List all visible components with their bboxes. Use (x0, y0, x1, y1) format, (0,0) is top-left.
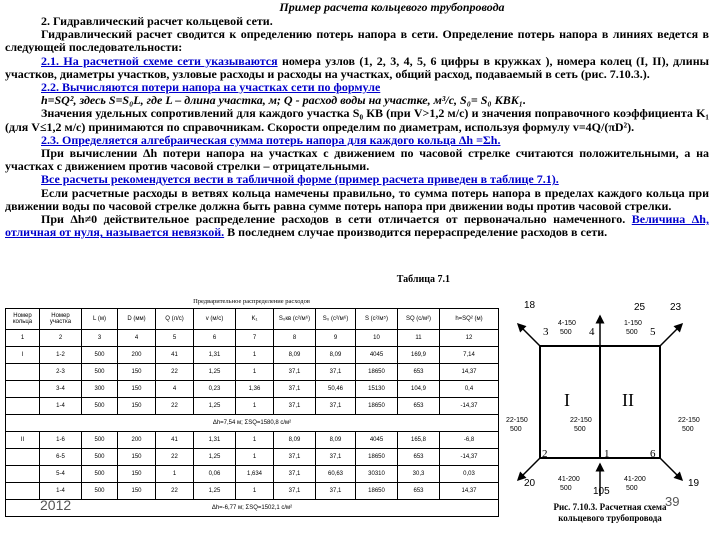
pipe-3-4-length: 500 (560, 329, 572, 336)
table-row (6, 432, 499, 449)
outflow-arrow-6 (660, 458, 682, 480)
table-cell: 8 (274, 330, 316, 347)
table-cell: 37,1 (274, 364, 316, 381)
table-row (6, 483, 499, 500)
table-cell: 37,1 (316, 483, 356, 500)
paragraph-balance: Если расчетные расходы в ветвях кольца намечены правильно, то сумма потерь напора в пределах каждого кольца при движении воды по часовой стрелке должна быть равна сумме потерь напора при движении воды против часовой стрелки. (5, 185, 709, 213)
table-cell: 6 (194, 330, 236, 347)
table-cell: 50,46 (316, 381, 356, 398)
outflow-node-3: 18 (524, 300, 536, 311)
section-2-1-text: номера узлов (1, 2, 3, 4, 5, 6 цифры в кружках ), номера колец (I, II), длины участков, диаметры участков, узловые расходы и расходы на участках, общий расход, подаваемый в сеть (рис. 7.10.3.). (5, 53, 709, 81)
table-cell: 150 (118, 449, 156, 466)
table-cell: 300 (82, 381, 118, 398)
ring-2-label: II (622, 390, 634, 410)
table-cell: 8,09 (316, 432, 356, 449)
table-cell: 4 (118, 330, 156, 347)
outflow-arrow-2 (518, 458, 540, 480)
table-cell: 4045 (356, 347, 398, 364)
pipe-5-6-length: 500 (682, 426, 694, 433)
table-cell: 12 (440, 330, 499, 347)
table-cell (6, 449, 40, 466)
figure-caption-line2: кольцевого трубопровода (558, 513, 662, 523)
table-cell: 8,09 (274, 347, 316, 364)
table-cell: 150 (118, 398, 156, 415)
table-cell: 15130 (356, 381, 398, 398)
table-cell: 500 (82, 449, 118, 466)
pipe-2-3-spec: 22-150 (506, 417, 528, 424)
table-cell: 653 (398, 398, 440, 415)
table-header-cell: S₀ (с²/м⁶) (316, 309, 356, 330)
table-header-cell: Номер участка (40, 309, 82, 330)
table-cell (6, 483, 40, 500)
table-cell: 37,1 (274, 381, 316, 398)
section-2-3: 2.3. Определяется алгебраическая сумма потерь напора для каждого кольца Δh =Σh. (41, 132, 501, 147)
table-cell: II (6, 432, 40, 449)
table-row (6, 381, 499, 398)
table-cell (6, 364, 40, 381)
outflow-node-4: 25 (634, 302, 646, 313)
table-cell: 22 (156, 483, 194, 500)
table-cell: -14,37 (440, 398, 499, 415)
table-cell: 165,8 (398, 432, 440, 449)
table-cell: I (6, 347, 40, 364)
table-cell (6, 398, 40, 415)
figure-caption-line1: Рис. 7.10.3. Расчетная схема (553, 502, 667, 512)
table-cell: 22 (156, 364, 194, 381)
table-cell: 37,1 (274, 449, 316, 466)
table-header-cell: v (м/с) (194, 309, 236, 330)
table-cell: 18650 (356, 483, 398, 500)
table-cell: 1,25 (194, 398, 236, 415)
table-cell: 60,63 (316, 466, 356, 483)
table-cell: 1-2 (40, 347, 82, 364)
pipe-1-4-spec: 22-150 (570, 417, 592, 424)
table-header-cell: SQ (с/м²) (398, 309, 440, 330)
table-cell: 18650 (356, 398, 398, 415)
table-cell: 1,31 (194, 432, 236, 449)
table-cell: 6-5 (40, 449, 82, 466)
table-cell: 11 (398, 330, 440, 347)
ring-1-label: I (564, 390, 570, 410)
table-row (6, 449, 499, 466)
pipe-1-2-spec: 41-200 (558, 476, 580, 483)
page-number: 39 (665, 494, 680, 509)
residual-text-c: В последнем случае производится перераспределение расходов в сети. (224, 225, 608, 240)
table-cell: 500 (82, 347, 118, 364)
table-label: Таблица 7.1 (396, 274, 450, 285)
table-cell: 30310 (356, 466, 398, 483)
table-cell: 10 (356, 330, 398, 347)
table-cell: 5 (156, 330, 194, 347)
table-cell: 1 (236, 347, 274, 364)
section-2-2-label: 2.2. Вычисляются потери напора на участках сети по формуле (41, 80, 381, 95)
table-cell: 41 (156, 347, 194, 364)
table-cell: 200 (118, 347, 156, 364)
formula-line: h=SQ², здесь S=S₀L, где L – длина участка, м; Q - расход воды на участке, м³/с, S₀= S₀ КВK₁. (41, 93, 526, 108)
table-cell: 169,9 (398, 347, 440, 364)
table-cell: 5-4 (40, 466, 82, 483)
table-cell: 1 (6, 330, 40, 347)
table-row (6, 364, 499, 381)
table-cell: 1 (236, 364, 274, 381)
node-1: 1 (604, 448, 610, 460)
table-header-row (6, 309, 499, 330)
table-header-cell: Q (л/с) (156, 309, 194, 330)
table-cell: 37,1 (316, 449, 356, 466)
table-caption: Предварительное распределение расходов (193, 298, 310, 305)
table-cell: 9 (316, 330, 356, 347)
table-cell: 0,03 (440, 466, 499, 483)
table-row (6, 398, 499, 415)
paragraph-recommendation: Все расчеты рекомендуется вести в табличной форме (пример расчета приведен в таблице 7.1). (41, 172, 559, 187)
pipe-5-6-spec: 22-150 (678, 417, 700, 424)
table-cell: 14,37 (440, 364, 499, 381)
pipe-3-4-spec: 4-150 (558, 320, 576, 327)
table-cell: 1 (156, 466, 194, 483)
pipe-2-3-length: 500 (510, 426, 522, 433)
table-cell: 150 (118, 483, 156, 500)
table-header-cell: S (с²/м⁵) (356, 309, 398, 330)
node-5: 5 (650, 326, 656, 338)
table-cell: 3-4 (40, 381, 82, 398)
table-cell: 0,4 (440, 381, 499, 398)
table-header-cell: Номер кольца (6, 309, 40, 330)
table-cell: 653 (398, 449, 440, 466)
page-title: Пример расчета кольцевого трубопровода (279, 0, 505, 14)
table-row (6, 347, 499, 364)
table-cell: 4045 (356, 432, 398, 449)
table-cell: 500 (82, 466, 118, 483)
pipe-4-5-spec: 1-150 (624, 320, 642, 327)
table-header-cell: D (мм) (118, 309, 156, 330)
table-cell: 1,36 (236, 381, 274, 398)
table-cell: 22 (156, 449, 194, 466)
table-cell: 3 (82, 330, 118, 347)
table-cell: 18650 (356, 449, 398, 466)
node-4: 4 (589, 326, 595, 338)
table-cell: 8,09 (274, 432, 316, 449)
outflow-arrow-3 (518, 324, 540, 346)
table-cell: 37,1 (316, 398, 356, 415)
table-body (6, 330, 499, 517)
section-2-2-text: Значения удельных сопротивлений для каждого участка S₀ КВ (при V>1,2 м/с) и значения поправочного коэффициента K₁ (для V≤1,2 м/с) принимаются по справочникам. Скорости определим по диаметрам, используя формулу v=4Q/(πD²). (5, 106, 709, 134)
document-body (5, 0, 709, 239)
table-cell: 1 (236, 432, 274, 449)
table-cell (6, 381, 40, 398)
table-cell: 7,14 (440, 347, 499, 364)
outflow-node-2: 20 (524, 478, 536, 489)
section-2-1 (5, 55, 709, 81)
table-cell: 150 (118, 364, 156, 381)
paragraph-signs: При вычислении Δh потери напора на участках с движением по часовой стрелке считаются положительными, а на участках с движением против часовой стрелки – отрицательными. (5, 146, 709, 174)
table-cell: 1-6 (40, 432, 82, 449)
table-cell: 30,3 (398, 466, 440, 483)
table-cell: 37,1 (316, 364, 356, 381)
section-2-1-label: 2.1. На расчетной схеме сети указываются (41, 53, 278, 68)
table-cell: 2 (40, 330, 82, 347)
table-cell: 500 (82, 483, 118, 500)
figure-caption (510, 502, 710, 524)
table-cell: 2-3 (40, 364, 82, 381)
pipe-1-2-length: 500 (560, 485, 572, 492)
table-cell: 500 (82, 432, 118, 449)
table-sum-cell: Δh=7,54 м; ΣSQ=1580,8 с/м² (6, 415, 499, 432)
year-label: 2012 (40, 497, 72, 513)
section-2-heading: 2. Гидравлический расчет кольцевой сети. (41, 14, 273, 28)
table-cell: 22 (156, 398, 194, 415)
table-cell: 1 (236, 483, 274, 500)
table-cell: 37,1 (274, 398, 316, 415)
outflow-node-6: 19 (688, 478, 700, 489)
table-cell: 653 (398, 483, 440, 500)
pipe-4-5-length: 500 (626, 329, 638, 336)
table-cell: 14,37 (440, 483, 499, 500)
paragraph-residual (5, 213, 709, 239)
table-cell: 0,23 (194, 381, 236, 398)
table-header-cell: L (м) (82, 309, 118, 330)
data-table (5, 308, 499, 517)
table-cell: 104,9 (398, 381, 440, 398)
table-cell: 7 (236, 330, 274, 347)
table-cell: 0,06 (194, 466, 236, 483)
table-cell: 1,25 (194, 449, 236, 466)
table-cell: 500 (82, 364, 118, 381)
table-cell: 4 (156, 381, 194, 398)
table-cell: 1-4 (40, 398, 82, 415)
residual-text-b: Величина Δh, отличная от нуля, называется невязкой. (5, 212, 709, 240)
table-cell: 1,634 (236, 466, 274, 483)
calculation-table (5, 296, 498, 528)
table-sum-row (6, 415, 499, 432)
pipe-1-6-length: 500 (626, 485, 638, 492)
table-cell: 8,09 (316, 347, 356, 364)
table-cell: 150 (118, 466, 156, 483)
network-scheme (500, 298, 715, 538)
paragraph-intro: Гидравлический расчет сводится к определению потерь напора в сети. Определение потерь напора в линиях ведется в следующей последовательности: (5, 27, 709, 55)
outflow-node-5: 23 (670, 302, 682, 313)
table-cell: -6,8 (440, 432, 499, 449)
pipe-1-4-length: 500 (574, 426, 586, 433)
table-cell: 18650 (356, 364, 398, 381)
total-inflow: 105 (593, 486, 610, 497)
table-sum-row (6, 500, 499, 517)
node-2: 2 (542, 448, 548, 460)
node-3: 3 (543, 326, 549, 338)
table-cell: 1,31 (194, 347, 236, 364)
table-cell: 1 (236, 449, 274, 466)
table-cell: 41 (156, 432, 194, 449)
table-cell: 1,25 (194, 364, 236, 381)
node-6: 6 (650, 448, 656, 460)
table-cell: 1,25 (194, 483, 236, 500)
table-header-cell: h=SQ² (м) (440, 309, 499, 330)
table-cell: 1 (236, 398, 274, 415)
table-header-cell: S₀кв (с²/м⁶) (274, 309, 316, 330)
table-cell: 150 (118, 381, 156, 398)
table-cell: 500 (82, 398, 118, 415)
table-cell: 1-4 (40, 483, 82, 500)
table-cell: 37,1 (274, 466, 316, 483)
table-row (6, 466, 499, 483)
table-cell: 37,1 (274, 483, 316, 500)
table-cell (6, 466, 40, 483)
table-cell: 200 (118, 432, 156, 449)
table-header-cell: K₁ (236, 309, 274, 330)
pipe-1-6-spec: 41-200 (624, 476, 646, 483)
residual-text-a: При Δh≠0 действительное распределение расходов в сети отличается от первоначально намеченного. (41, 212, 632, 227)
scheme-drawing (500, 298, 715, 503)
outflow-arrow-5 (660, 324, 682, 346)
table-cell: -14,37 (440, 449, 499, 466)
table-sum-cell: Δh=-6,77 м; ΣSQ=1502,1 с/м² (6, 500, 499, 517)
table-index-row (6, 330, 499, 347)
table-cell: 653 (398, 364, 440, 381)
